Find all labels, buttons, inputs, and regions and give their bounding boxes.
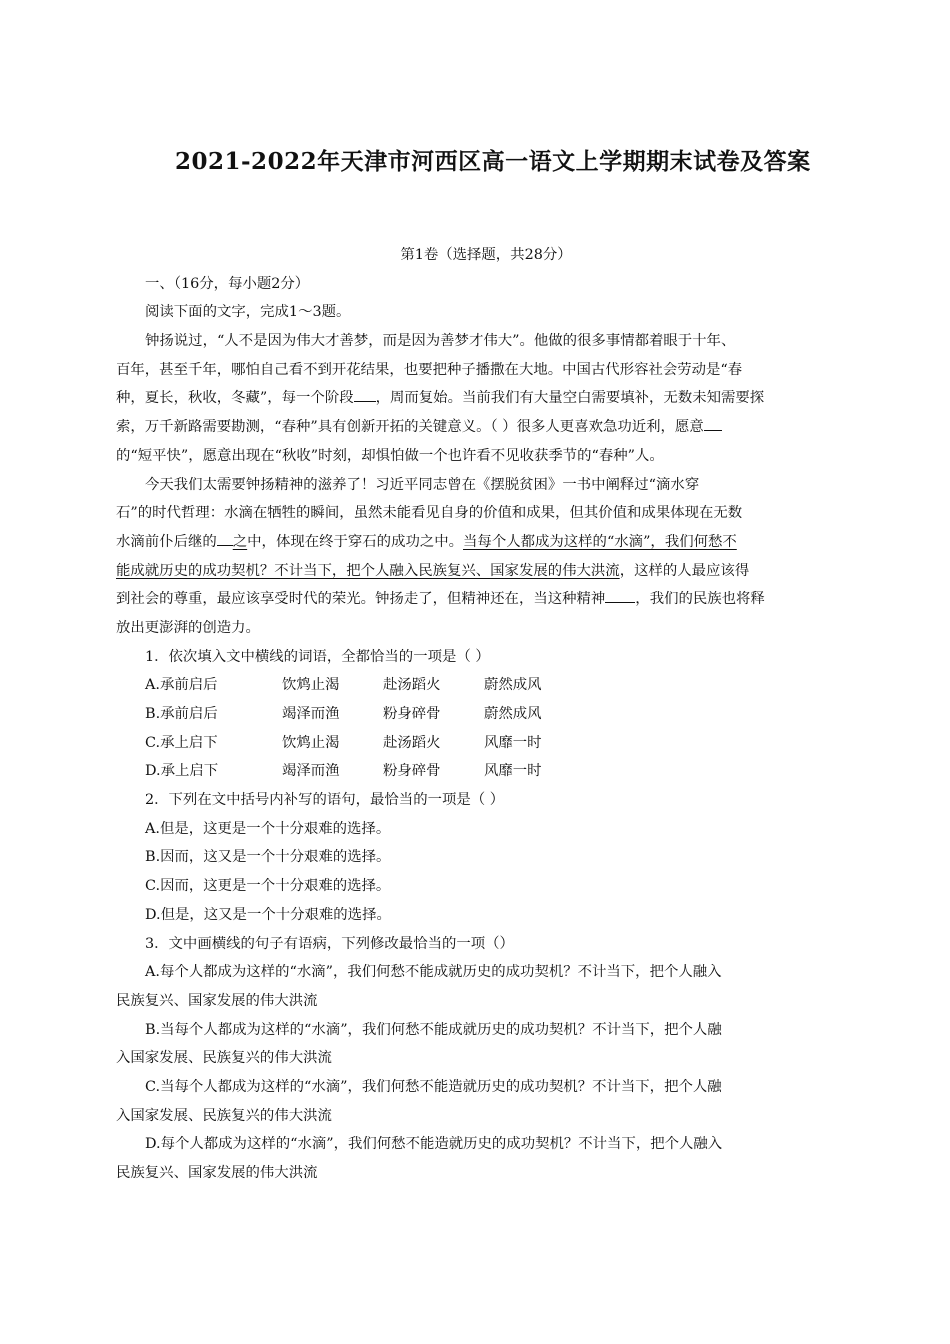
passage-line [116, 413, 836, 442]
passage-line [116, 557, 836, 586]
underlined-sentence: 能成就历史的成功契机？不计当下，把个人融入民族复兴、国家发展的伟大洪流 [116, 562, 620, 579]
passage-text: 到社会的尊重，最应该享受时代的荣光。钟扬走了，但精神还在，当这种精神 [116, 591, 606, 608]
passage-text: 水滴前仆后继的 [116, 533, 217, 550]
option-row [116, 757, 836, 786]
option-word: 赴汤蹈火 [383, 677, 441, 694]
passage-text: 种，夏长，秋收，冬藏”，每一个阶段 [116, 390, 354, 407]
passage-line [116, 585, 836, 614]
option-line-continued: 民族复兴、国家发展的伟大洪流 [116, 992, 318, 1009]
section-header: 第1卷（选择题，共28分） [400, 247, 572, 263]
option-word: 风靡一时 [484, 734, 542, 751]
question-stem: 1．依次填入文中横线的词语，全都恰当的一项是（ ） [145, 648, 490, 665]
passage-line: 今天我们太需要钟扬精神的滋养了！习近平同志曾在《摆脱贫困》一书中阐释过“滴水穿 [145, 476, 700, 493]
passage-line [116, 528, 836, 557]
option-line-continued: 民族复兴、国家发展的伟大洪流 [116, 1165, 318, 1181]
option-label: A.承前启后 [145, 677, 218, 694]
option-word: 风靡一时 [484, 763, 542, 780]
answer-blank [217, 529, 233, 546]
exam-content [116, 241, 836, 1188]
question-stem: 2．下列在文中括号内补写的语句，最恰当的一项是（ ） [145, 792, 505, 809]
underlined-sentence: 当每个人都成为这样的“水滴”，我们何愁不 [463, 533, 737, 550]
option-line: C.因而，这更是一个十分艰难的选择。 [145, 878, 391, 895]
option-word: 饮鸩止渴 [282, 677, 340, 694]
option-word: 蔚然成风 [484, 677, 542, 694]
option-label: D.承上启下 [145, 763, 219, 780]
passage-text: 索，万千新路需要勘测，“春种”具有创新开拓的关键意义。（ ）很多人更喜欢急功近利，愿意 [116, 419, 704, 436]
option-line: C.当每个人都成为这样的“水滴”，我们何愁不能造就历史的成功契机？不计当下，把个人融 [145, 1078, 722, 1095]
passage-line: 放出更澎湃的创造力。 [116, 619, 260, 636]
passage-text: 中，体现在终于穿石的成功之中。 [247, 533, 464, 550]
option-word: 粉身碎骨 [383, 763, 441, 780]
option-line: A.但是，这更是一个十分艰难的选择。 [145, 820, 391, 837]
passage-line: 百年，甚至千年，哪怕自己看不到开花结果，也要把种子播撒在大地。中国古代形容社会劳动是“春 [116, 361, 743, 378]
reading-instruction: 阅读下面的文字，完成1～3题。 [145, 304, 351, 321]
answer-blank [704, 414, 722, 431]
passage-text: 之 [232, 533, 248, 550]
document-title: 2021-2022年天津市河西区高一语文上学期期末试卷及答案 [175, 148, 811, 175]
option-word: 竭泽而渔 [282, 763, 340, 780]
option-word: 竭泽而渔 [282, 706, 340, 722]
passage-line [116, 384, 836, 413]
passage-line: 的“短平快”，愿意出现在“秋收”时刻，却惧怕做一个也许看不见收获季节的“春种”人。 [116, 447, 664, 464]
passage-paragraph-2 [116, 471, 836, 643]
option-word: 饮鸩止渴 [282, 734, 340, 751]
option-label: C.承上启下 [145, 734, 218, 751]
part-heading: 一、（16分，每小题2分） [145, 275, 310, 292]
option-row [116, 671, 836, 700]
option-line: B.因而，这又是一个十分艰难的选择。 [145, 849, 391, 866]
option-word: 赴汤蹈火 [383, 734, 441, 751]
option-line: D.但是，这又是一个十分艰难的选择。 [145, 906, 391, 923]
question-1 [116, 643, 836, 786]
question-stem: 3．文中画横线的句子有语病，下列修改最恰当的一项（） [145, 935, 514, 952]
option-line: D.每个人都成为这样的“水滴”，我们何愁不能造就历史的成功契机？不计当下，把个人融入 [145, 1136, 723, 1153]
passage-text: ，周而复始。当前我们有大量空白需要填补，无数未知需要探 [375, 390, 765, 407]
option-word: 粉身碎骨 [383, 706, 441, 722]
option-line: B.当每个人都成为这样的“水滴”，我们何愁不能成就历史的成功契机？不计当下，把个人融 [145, 1021, 722, 1038]
option-label: B.承前启后 [145, 706, 218, 722]
option-line-continued: 入国家发展、民族复兴的伟大洪流 [116, 1050, 332, 1067]
passage-line: 钟扬说过，“人不是因为伟大才善梦，而是因为善梦才伟大”。他做的很多事情都着眼于十年、 [145, 333, 736, 350]
passage-line: 石”的时代哲理：水滴在牺牲的瞬间，虽然未能看见自身的价值和成果，但其价值和成果体现在无数 [116, 505, 743, 522]
answer-blank [605, 586, 635, 603]
option-line: A.每个人都成为这样的“水滴”，我们何愁不能成就历史的成功契机？不计当下，把个人融入 [145, 964, 722, 981]
question-3 [116, 930, 836, 1188]
passage-text: ，这样的人最应该得 [619, 562, 750, 579]
option-row [116, 700, 836, 729]
option-line-continued: 入国家发展、民族复兴的伟大洪流 [116, 1107, 332, 1124]
passage-text: ，我们的民族也将释 [635, 591, 765, 608]
answer-blank [354, 385, 376, 402]
option-row [116, 729, 836, 758]
passage-paragraph-1 [116, 327, 836, 470]
option-word: 蔚然成风 [484, 706, 542, 722]
question-2 [116, 786, 836, 929]
